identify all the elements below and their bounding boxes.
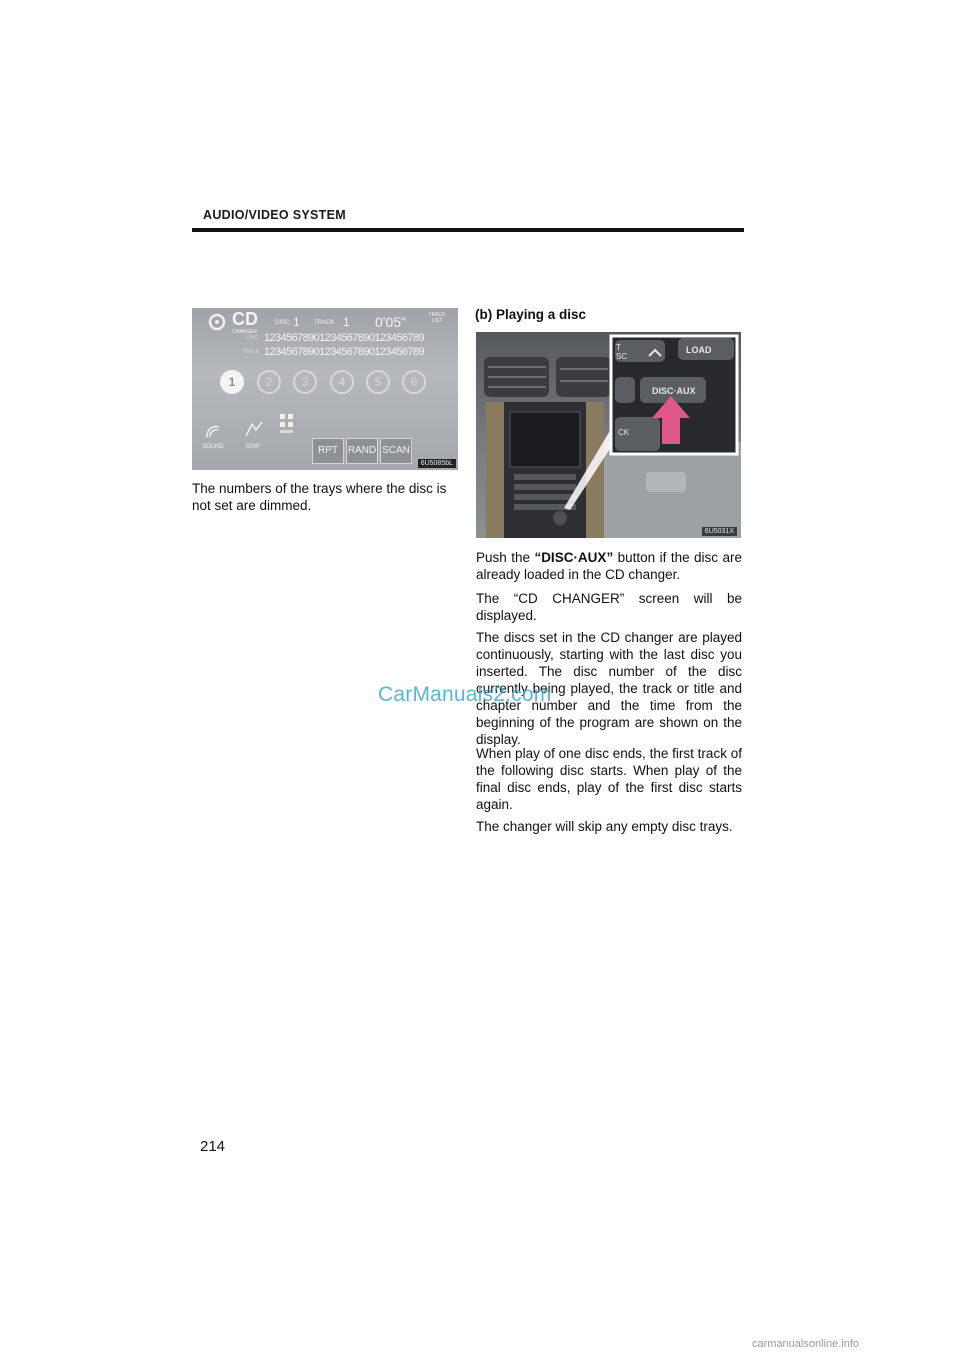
disc-tray-6: 6 <box>402 370 426 394</box>
page-number: 214 <box>200 1138 226 1155</box>
screen-track-list: TRACK LIST <box>428 312 446 324</box>
watermark-footer: carmanualsonline.info <box>752 1338 860 1350</box>
disc-tray-1: 1 <box>220 370 244 394</box>
screen-row2-label: TRACK <box>242 349 259 355</box>
svg-text:T: T <box>616 343 621 352</box>
section-header: AUDIO/VIDEO SYSTEM <box>203 208 346 222</box>
screen-mode-sub: CHANGER <box>232 329 258 335</box>
cd-changer-screen-image <box>192 308 458 470</box>
left-figure-caption: The numbers of the trays where the disc is not set are dimmed. <box>192 481 447 513</box>
screen-rand-button: RAND <box>346 438 378 464</box>
empty-tray-paragraph: The changer will skip any empty disc trays. <box>476 819 733 834</box>
instruction-pre: Push the <box>476 550 535 565</box>
disc-tray-3: 3 <box>293 370 317 394</box>
sound-icon <box>204 423 222 439</box>
svg-text:SC: SC <box>616 352 628 361</box>
screen-sound-label: SOUND <box>202 444 224 450</box>
watermark-brand: CarManuals2.com <box>378 683 552 706</box>
instruction-post: button if the disc are already loaded in the CD changer. <box>476 550 742 582</box>
screen-rpt-button: RPT <box>312 438 344 464</box>
load-button-label: LOAD <box>686 345 712 355</box>
screen-disc-value: 1 <box>293 315 300 329</box>
disp-icon <box>244 420 264 438</box>
svg-text:CK: CK <box>618 428 630 437</box>
disc-tray-4: 4 <box>330 370 354 394</box>
screen-track-label: TRACK <box>314 320 335 326</box>
screen-scan-button: SCAN <box>380 438 412 464</box>
screen-row2-text: 12345678901234567890123456789 <box>264 346 425 358</box>
disc-aux-button-ref: “DISC·AUX” <box>534 550 614 565</box>
continuous-play-paragraph: The discs set in the CD changer are played continuously, starting with the last disc you inserted. The disc number of the disc currently being played, the track or title and chapter number and the time from the beginning of the program are shown on the display. <box>476 630 742 747</box>
screen-track-value: 1 <box>343 315 350 329</box>
disc-tray-5: 5 <box>366 370 390 394</box>
header-rule <box>192 228 744 232</box>
screen-disc-label: DISC <box>275 320 290 326</box>
disc-aux-button-label: DISC·AUX <box>652 386 696 396</box>
dashboard-photo <box>476 332 741 538</box>
grid-icon <box>279 413 295 435</box>
screen-time: 0'05" <box>375 314 407 330</box>
disc-end-paragraph: When play of one disc ends, the first track of the following disc starts. When play of the final disc ends, play of the first disc starts again. <box>476 746 742 812</box>
screen-display-paragraph: The “CD CHANGER” screen will be displayed. <box>476 591 742 623</box>
screen-disp-label: DISP <box>246 444 261 450</box>
right-figure-code: 6U5031X <box>702 527 737 536</box>
screen-mode: CD <box>232 309 258 329</box>
instruction-paragraph <box>476 549 742 583</box>
left-figure-code: 6U5085bL <box>418 459 456 468</box>
section-title: (b) Playing a disc <box>475 307 587 322</box>
cd-icon <box>206 313 228 331</box>
dashboard-illustration <box>476 332 741 538</box>
screen-row1-text: 12345678901234567890123456789 <box>264 332 425 344</box>
screen-row1-label: DISC <box>247 335 259 341</box>
disc-tray-2: 2 <box>257 370 281 394</box>
